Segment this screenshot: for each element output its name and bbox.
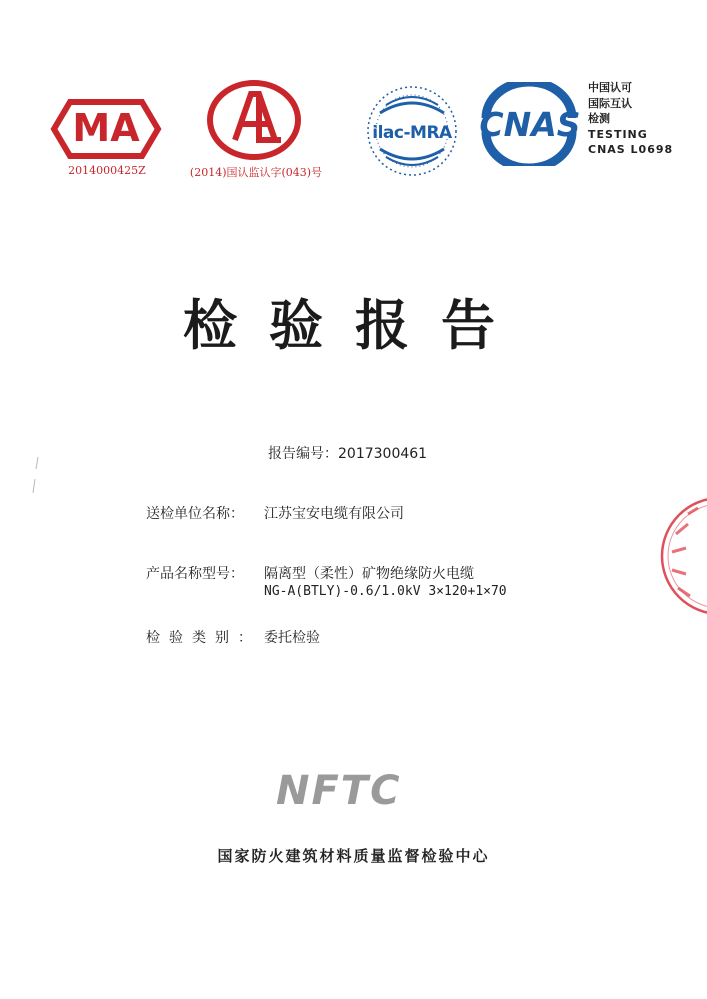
product-value: 隔离型（柔性）矿物绝缘防火电缆	[264, 566, 474, 582]
client-value: 江苏宝安电缆有限公司	[264, 506, 404, 522]
product-model: NG-A(BTLY)-0.6/1.0kV 3×120+1×70	[264, 584, 507, 599]
cnas-logo-text: CNAS	[479, 105, 581, 144]
client-row	[146, 503, 404, 523]
inspection-type-row	[146, 627, 320, 647]
cnas-line: 检测	[588, 112, 610, 125]
cnas-line: 国际互认	[588, 96, 632, 110]
cnas-logo	[474, 82, 584, 166]
product-label: 产品名称型号：	[146, 566, 244, 582]
cma-code: 2014000425Z	[68, 164, 146, 177]
official-seal	[648, 494, 707, 624]
nftc-logo: NFTC	[276, 768, 402, 814]
organization-name: 国家防火建筑材料质量监督检验中心	[217, 847, 490, 865]
client-label: 送检单位名称：	[146, 506, 244, 522]
cnas-line: TESTING	[588, 127, 648, 141]
ilac-mra-logo-text: ilac-MRA	[372, 123, 452, 143]
pencil-mark	[30, 455, 42, 495]
inspection-type-label: 检验类别：	[146, 630, 261, 646]
cnas-accreditation-text	[588, 80, 698, 158]
cma-logo	[50, 96, 162, 162]
product-row	[146, 563, 474, 583]
cnas-line: CNAS L0698	[588, 143, 674, 156]
report-number: 报告编号：2017300461	[268, 446, 428, 462]
document-title: 检验报告	[183, 293, 527, 357]
ilac-mra-logo	[362, 83, 462, 179]
cma-logo-text: MA	[72, 106, 140, 150]
cal-code: (2014)国认监认字(043)号	[189, 166, 323, 179]
cnas-line: 中国认可	[588, 81, 632, 94]
inspection-type-value: 委托检验	[264, 630, 320, 646]
cal-logo	[205, 78, 303, 162]
